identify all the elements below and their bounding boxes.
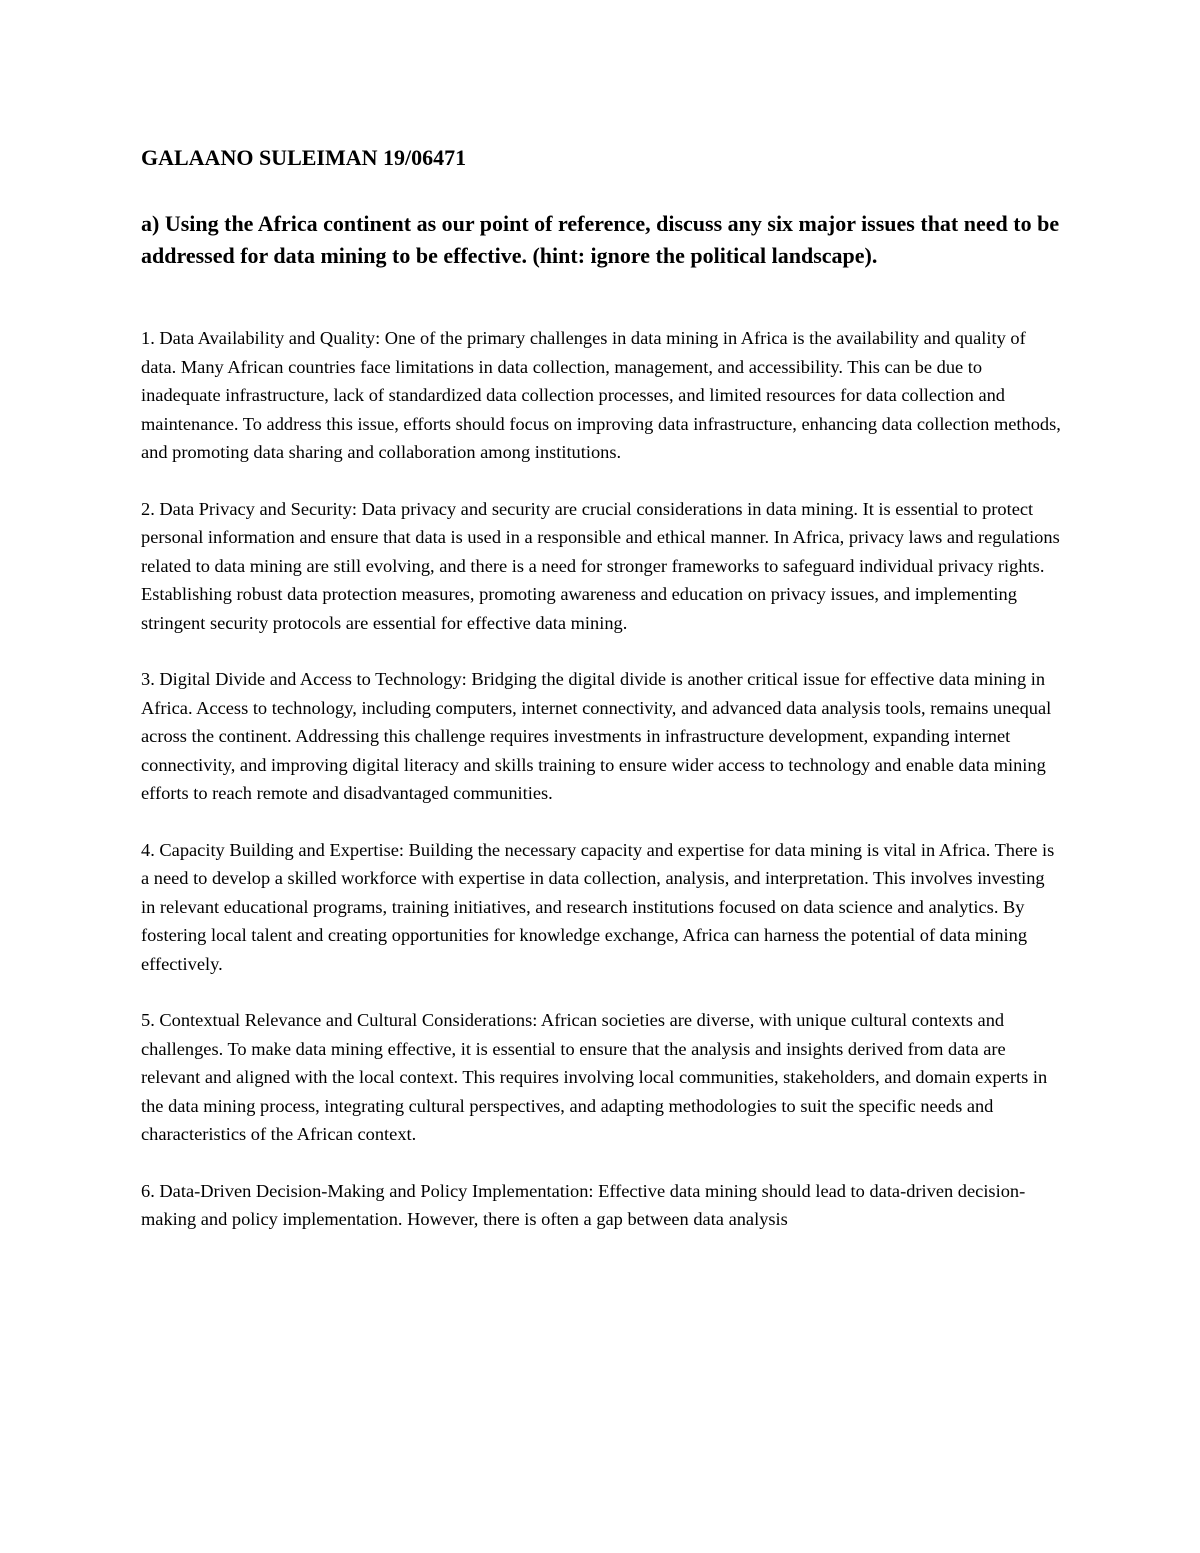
paragraph-4: 4. Capacity Building and Expertise: Building the necessary capacity and expertise for data mining is vital in Africa. There is a need to develop a skilled workforce with expertise in data collection, analysis, and interpretation. This involves investing in relevant educational programs, training initiatives, and research institutions focused on data science and analytics. By fostering local talent and creating opportunities for knowledge exchange, Africa can harness the potential of data mining effectively. [141, 839, 1055, 974]
paragraph-6: 6. Data-Driven Decision-Making and Policy Implementation: Effective data mining should lead to data-driven decision-making and policy implementation. However, there is often a gap between data analysis [141, 1180, 1026, 1229]
question-heading: a) Using the Africa continent as our point of reference, discuss any six major issues that need to be addressed for data mining to be effective. (hint: ignore the political landscape). [141, 211, 1060, 268]
paragraph-1: 1. Data Availability and Quality: One of the primary challenges in data mining in Africa is the availability and quality of data. Many African countries face limitations in data collection, management, and accessibility. This can be due to inadequate infrastructure, lack of standardized data collection processes, and limited resources for data collection and maintenance. To address this issue, efforts should focus on improving data infrastructure, enhancing data collection methods, and promoting data sharing and collaboration among institutions. [141, 328, 1061, 462]
document-body [141, 142, 1061, 1262]
paragraph-3: 3. Digital Divide and Access to Technology: Bridging the digital divide is another critical issue for effective data mining in Africa. Access to technology, including computers, internet connectivity, and advanced data analysis tools, remains unequal across the continent. Addressing this challenge requires investments in infrastructure development, expanding internet connectivity, and improving digital literacy and skills training to ensure wider access to technology and enable data mining efforts to reach remote and disadvantaged communities. [141, 669, 1052, 803]
paragraph-5: 5. Contextual Relevance and Cultural Considerations: African societies are diverse, with unique cultural contexts and challenges. To make data mining effective, it is essential to ensure that the analysis and insights derived from data are relevant and aligned with the local context. This requires involving local communities, stakeholders, and domain experts in the data mining process, integrating cultural perspectives, and adapting methodologies to suit the specific needs and characteristics of the African context. [141, 1010, 1048, 1144]
author-line: GALAANO SULEIMAN 19/06471 [141, 145, 467, 170]
paragraph-2: 2. Data Privacy and Security: Data privacy and security are crucial considerations in data mining. It is essential to protect personal information and ensure that data is used in a responsible and ethical manner. In Africa, privacy laws and regulations related to data mining are still evolving, and there is a need for stronger frameworks to safeguard individual privacy rights. Establishing robust data protection measures, promoting awareness and education on privacy issues, and implementing stringent security protocols are essential for effective data mining. [141, 498, 1060, 633]
